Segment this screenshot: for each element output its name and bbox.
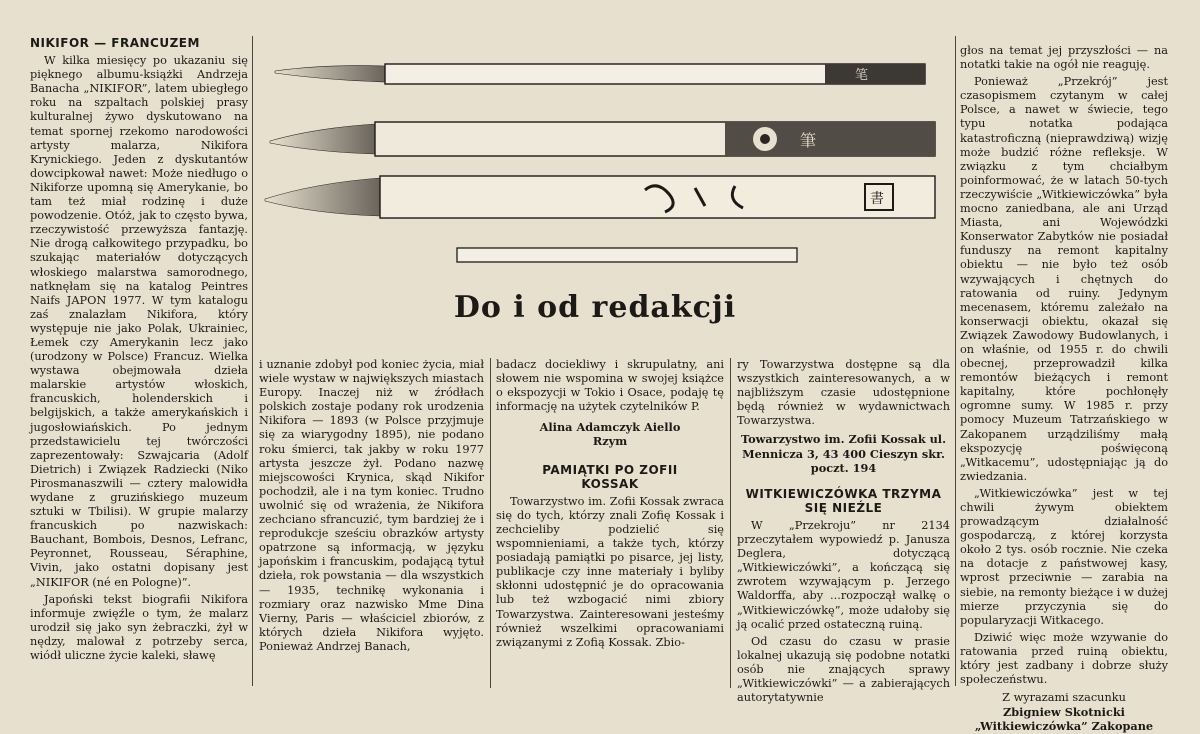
brush-handle [457,248,797,262]
section-banner: Do i od redakcji [453,290,737,325]
column-witkiewiczowka-continued [960,44,1168,734]
paragraph: i uznanie zdobył pod koniec życia, miał wiele wystaw w największych miastach Europy. Inaczej niż w źródłach polskich zostaje podany rok urodzenia Nikifora — 1893 (w Polsce przyjmuje się za wiarygodny 1895), nie podano roku śmierci, tak jakby w roku 1977 artysta jeszcze żył. Podano nazwę miejscowości Krynica, skąd Nikifor pochodził, ale i na tym koniec. Trudno uwolnić się od wrażenia, że Nikifora zechciano sfrancuzić, tym bardziej że i reprodukcje sześciu obrazków artysty opatrzone są informacją, w języku japońskim i francuskim, podającą tytuł dzieła, rok powstania — dla wszystkich — 1935, technikę wykonania i rozmiary oraz nazwisko Mme Dina Vierny, Paris — właściciel zbiorów, z których dzieła Nikifora wyjęto. Ponieważ Andrzej Banach, [259,358,484,653]
paragraph: W kilka miesięcy po ukazaniu się pięknego albumu-książki Andrzeja Banacha „NIKIFOR”, latem ubiegłego roku na szpaltach polskiej prasy kulturalnej żywo dyskutowano na temat spornej rzekomo narodowości artysty malarza, Nikifora Krynickiego. Jeden z dyskutantów dowcipkował nawet: Może niedługo o Nikiforze upomną się Amerykanie, bo tam też miał rodzinę i duże powodzenie. Otóż, jak to często bywa, rzeczywistość przewyższa fantazję. Nie drogą całkowitego przypadku, bo szukając materiałów dotyczących włoskiego malarstwa samorodnego, natknęłam się na katalog Peintres Naifs JAPON 1977. W tym katalogu zaś znalazłam Nikifora, który występuje nie jako Polak, Ukrainiec, Łemek czy Amerykanin lecz jako (urodzony w Polsce) Francuz. Wielka wystawa obejmowała dzieła malarskie artystów włoskich, francuskich, holenderskich i belgijskich, a także amerykańskich i jugosłowiańskich. Po jednym przedstawicielu tej twórczości zaprezentowały: Szwajcaria (Adolf Dietrich) i Związek Radziecki (Niko Pirosmanaszwili — cztery malowidła wydane z gruzińskiego muzeum sztuki w Tbilisi). W grupie malarzy francuskich po nazwiskach: Bauchant, Bombois, Desnos, Lefranc, Peyronnet, Rousseau, Séraphine, Vivin, jako ostatni dopisany jest „NIKIFOR (né en Pologne)”. [30,54,248,589]
paragraph: Ponieważ „Przekrój” jest czasopismem czytanym w całej Polsce, a nawet w świecie, tego typu notatka podająca katastroficzną (nieprawdziwą) wizję może budzić różne refleksje. W związku z tym chciałbym poinformować, że w latach 50-tych rzeczywiście „Witkiewiczówka” była mocno zaniedbana, ale ani Urząd Miasta, ani Wojewódzki Konserwator Zabytków nie posiadał funduszy na remont kapitalny obiektu — nie było też osób wzywających i chętnych do ratowania od ruiny. Jedynym mecenasem, któremu zależało na konserwacji obiektu, okazał się Związek Zawodowy Budowlanych, i on właśnie, od 1955 r. do chwili obecnej, przeprowadził kilka remontów bieżących i remont kapitalny, które pochłonęły ogromne sumy. W 1985 r. przy pomocy Muzeum Tatrzańskiego w Zakopanem urządziliśmy małą ekspozycję poświęconą „Witkacemu”, udostępniając ją do zwiedzania. [960,75,1168,483]
paragraph: badacz dociekliwy i skrupulatny, ani słowem nie wspomina w swojej książce o ekspozycji w Tokio i Osace, podaję tę informację na użytek czytelników P. [496,358,724,414]
paragraph: głos na temat jej przyszłości — na notatki takie na ogół nie reaguję. [960,44,1168,72]
paragraph: Od czasu do czasu w prasie lokalnej ukazują się podobne notatki osób nie znających sprawy „Witkiewiczówki” — a zabierających autorytatywnie [737,634,950,705]
column-witkiewiczowka [737,358,950,705]
postal-address: Towarzystwo im. Zofii Kossak ul. Mennicza 3, 43 400 Cieszyn skr. poczt. 194 [740,432,947,475]
author-location: „Witkiewiczówka” Zakopane [974,719,1154,734]
author-signature: Alina Adamczyk Aiello [539,420,681,435]
brush-label: 筆 [800,131,817,150]
paragraph: Towarzystwo im. Zofii Kossak zwraca się do tych, którzy znali Zofię Kossak i zechcieliby podzielić się wspomnieniami, a także tych, którzy posiadają pamiątki po pisarce, jej listy, publikacje czy inne materiały i byliby skłonni udostępnić je do opracowania lub też wzbogacić nimi zbiory Towarzystwa. Zainteresowani jesteśmy również wszelkimi opracowaniami związanymi z Zofią Kossak. Zbio- [496,494,724,649]
brush-3 [265,176,935,218]
column-divider [730,358,731,688]
paragraph: W „Przekroju” nr 2134 przeczytałem wypowiedź p. Janusza Deglera, dotyczącą „Witkiewiczówki”, a kończącą się zwrotem wzywającym p. Jerzego Waldorffa, aby ...rozpoczął walkę o „Witkiewiczówkę”, może udałoby się ją ocalić przed ostateczną ruiną. [737,518,950,631]
author-location: Rzym [592,434,628,449]
column-kossak [496,358,724,688]
author-signature: Zbigniew Skotnicki [1003,705,1125,720]
paragraph: Japoński tekst biografii Nikifora informuje zwięźle o tym, że malarz urodził się jako syn żebraczki, żył w nędzy, malował z potrzeby serca, wiódł uliczne życie kaleki, sławę [30,592,248,663]
brush-label: 笔 [855,68,869,83]
brushes-illustration [265,58,955,278]
column-nikifor [30,36,248,686]
article-heading-kossak: PAMIĄTKI PO ZOFII KOSSAK [542,462,678,491]
column-divider [490,358,491,688]
brush-label: 書 [870,191,884,207]
column-divider [252,36,253,686]
brush-1 [275,64,925,84]
paragraph: Dziwić więc może wzywanie do ratowania przed ruiną obiektu, który jest zadbany i dobrze służy społeczeństwu. [960,630,1168,687]
paragraph: „Witkiewiczówka” jest w tej chwili żywym obiektem prowadzącym działalność gospodarczą, z której korzysta około 2 tys. osób rocznie. Nie czeka na dotacje z państwowej kasy, wprost przeciwnie — zarabia na siebie, na remonty bieżące i w dużej mierze przyczynia się do popularyzacji Witkacego. [960,486,1168,627]
paragraph: ry Towarzystwa dostępne są dla wszystkich zainteresowanych, a w najbliższym czasie udostępnione będą również w wydawnictwach Towarzystwa. [737,358,950,428]
brush-2 [270,122,935,156]
article-heading-witkiewiczowka: WITKIEWICZÓWKA TRZYMA SIĘ NIEŹLE [745,486,942,515]
article-heading-nikifor: NIKIFOR — FRANCUZEM [30,36,200,50]
column-divider [955,36,956,686]
closing-line: Z wyrazami szacunku [1002,691,1126,705]
column-nikifor-continued [259,358,484,688]
